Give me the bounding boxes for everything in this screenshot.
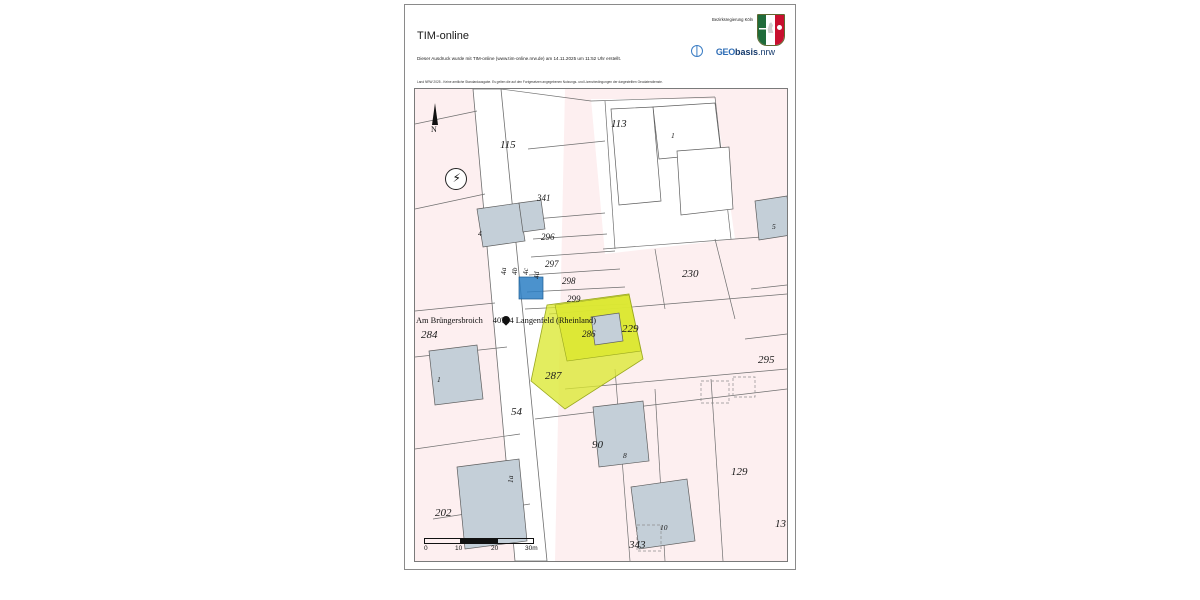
- house-number-10: 10: [660, 523, 668, 532]
- printout-header: [405, 5, 795, 88]
- nrw-coat-of-arms-icon: [757, 14, 785, 46]
- parcel-label-343: 343: [629, 539, 646, 551]
- authority-label: Bezirksregierung Köln: [712, 17, 753, 22]
- house-number-4c: 4c: [521, 267, 530, 275]
- geobasis-tld: .nrw: [757, 47, 775, 57]
- house-number-4d: 4d: [532, 271, 541, 279]
- house-number-5: 5: [772, 222, 776, 231]
- house-number-4: 4: [478, 229, 482, 238]
- parcel-label-90: 90: [592, 439, 603, 451]
- parcel-label-229: 229: [622, 323, 639, 335]
- parcel-label-129: 129: [731, 466, 748, 478]
- parcel-label-13: 13: [775, 518, 786, 530]
- scalebar-tick-20: 20: [491, 545, 499, 552]
- parcel-label-115: 115: [500, 139, 516, 151]
- page-title: TIM-online: [417, 30, 469, 42]
- map-scalebar: [424, 535, 549, 553]
- parcel-label-202: 202: [435, 507, 452, 519]
- north-arrow-icon: [428, 103, 442, 139]
- parcel-label-295: 295: [758, 354, 775, 366]
- scalebar-tick-10: 10: [455, 545, 463, 552]
- parcel-label-299: 299: [567, 294, 581, 304]
- parcel-label-230: 230: [682, 268, 699, 280]
- address-street: Am Brüngersbroich: [416, 316, 483, 325]
- house-number-4a: 4a: [499, 267, 508, 275]
- parcel-label-298: 298: [562, 276, 576, 286]
- house-number-8: 8: [623, 451, 627, 460]
- parcel-label-297: 297: [545, 259, 559, 269]
- scalebar-tick-30: 30m: [525, 545, 538, 552]
- selected-parcel: [519, 277, 543, 299]
- parcel-label-296: 296: [541, 232, 555, 242]
- parcel-label-54: 54: [511, 406, 522, 418]
- brand-block: [665, 13, 785, 75]
- address-city: 40764 Langenfeld (Rheinland): [492, 316, 597, 325]
- map-viewport[interactable]: [414, 88, 788, 562]
- parcel-label-113: 113: [611, 118, 627, 130]
- cadastral-map-svg: [415, 89, 787, 561]
- house-number-1-west: 1: [437, 375, 441, 384]
- geobasis-suffix: basis: [734, 47, 758, 57]
- scalebar-ticks: [421, 545, 551, 555]
- parcel-label-341: 341: [537, 193, 551, 203]
- printout-legal-text: Land NRW 2025 - Keine amtliche Standardausgabe. Es gelten die auf den Fortgesetzen angegebenen Nutzungs- und Lizenzbedingungen der dargestellten Geodatendienste.: [417, 80, 663, 84]
- map-printout-sheet: [404, 4, 796, 570]
- north-label: N: [431, 125, 437, 134]
- parcel-label-284: 284: [421, 329, 438, 341]
- printout-timestamp-text: Dieser Ausdruck wurde mit TIM-online (www.tim-online.nrw.de) am 14.11.2025 um 11:52 Uhr erstellt.: [417, 56, 621, 61]
- parcel-label-286: 286: [582, 329, 596, 339]
- map-canvas[interactable]: [415, 89, 787, 561]
- house-number-1a: 1a: [506, 475, 515, 483]
- globe-icon: [691, 45, 703, 57]
- parcel-label-287: 287: [545, 370, 562, 382]
- geobasis-logo: [716, 47, 775, 57]
- scalebar-tick-0: 0: [424, 545, 428, 552]
- geobasis-prefix: GEO: [715, 47, 735, 57]
- scalebar-bar: [424, 538, 534, 544]
- address-label: [416, 316, 596, 325]
- lightning-bolt-icon[interactable]: ⚡: [445, 168, 467, 190]
- house-number-1-north: 1: [671, 131, 675, 140]
- house-number-4b: 4b: [510, 267, 519, 275]
